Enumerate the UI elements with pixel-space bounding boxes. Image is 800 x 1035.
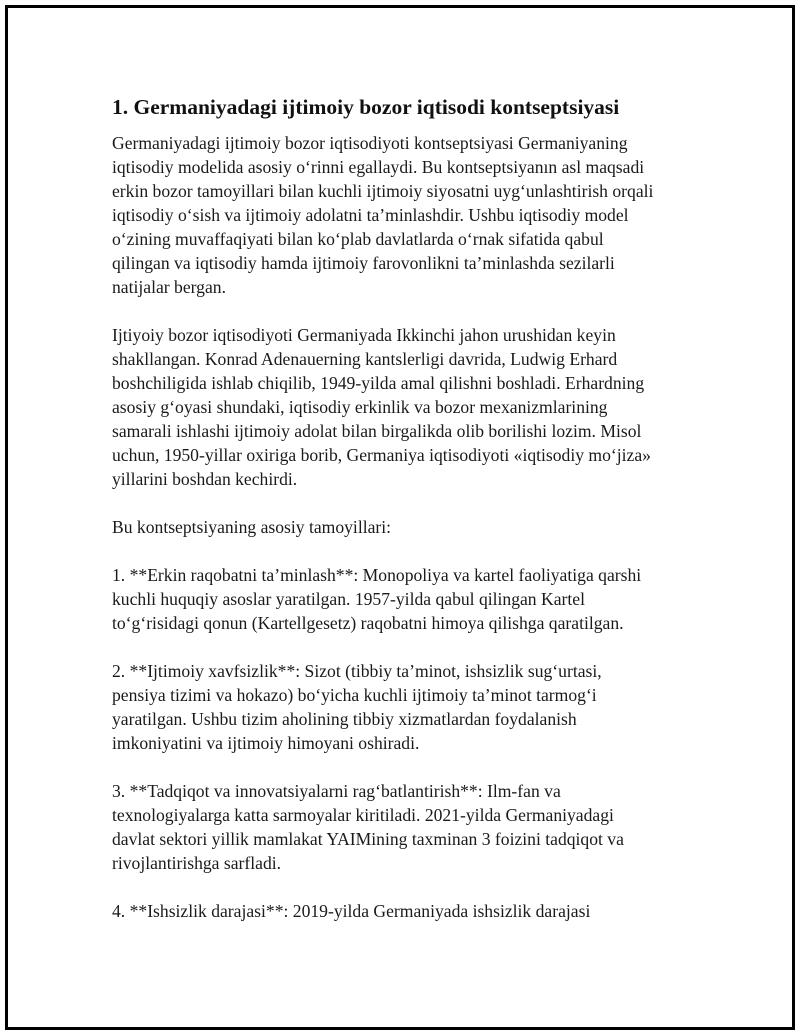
section-heading: 1. Germaniyadagi ijtimoiy bozor iqtisodi kontseptsiyasi [112, 95, 620, 119]
text-line: natijalar bergan. [112, 277, 226, 297]
text-line: erkin bozor tamoyillari bilan kuchli ijtimoiy siyosatni uyg‘unlashtirish orqali [112, 181, 654, 201]
list-item-4 [112, 899, 702, 923]
text-line: davlat sektori yillik mamlakat YAIMining taxminan 3 foizini tadqiqot va [112, 829, 624, 849]
text-line: qilingan va iqtisodiy hamda ijtimoiy farovonlikni ta’minlashda sezilarli [112, 253, 615, 273]
text-line: 4. **Ishsizlik darajasi**: 2019-yilda Germaniyada ishsizlik darajasi [112, 901, 591, 921]
text-line: pensiya tizimi va hokazo) bo‘yicha kuchli ijtimoiy ta’minot tarmog‘i [112, 685, 597, 705]
list-item-1 [112, 563, 702, 635]
text-line: yaratilgan. Ushbu tizim aholining tibbiy xizmatlardan foydalanish [112, 709, 577, 729]
text-line: o‘zining muvaffaqiyati bilan ko‘plab davlatlarda o‘rnak sifatida qabul [112, 229, 604, 249]
text-line: uchun, 1950-yillar oxiriga borib, Germaniya iqtisodiyoti «iqtisodiy mo‘jiza» [112, 445, 651, 465]
text-line: boshchiligida ishlab chiqilib, 1949-yilda amal qilishni boshladi. Erhardning [112, 373, 645, 393]
text-line: rivojlantirishga sarfladi. [112, 853, 282, 873]
list-item-2 [112, 659, 702, 755]
text-line: kuchli huquqiy asoslar yaratilgan. 1957-yilda qabul qilingan Kartel [112, 589, 585, 609]
text-line: Bu kontseptsiyaning asosiy tamoyillari: [112, 517, 392, 537]
text-line: iqtisodiy modelida asosiy o‘rinni egallaydi. Bu kontseptsiyanın asl maqsadi [112, 157, 645, 177]
document-body [112, 94, 702, 947]
list-item-3 [112, 779, 702, 875]
text-line: 2. **Ijtimoiy xavfsizlik**: Sizot (tibbiy ta’minot, ishsizlik sug‘urtasi, [112, 661, 602, 681]
text-line: Ijtiyoiy bozor iqtisodiyoti Germaniyada Ikkinchi jahon urushidan keyin [112, 325, 616, 345]
text-line: iqtisodiy o‘sish va ijtimoiy adolatni ta’minlashdir. Ushbu iqtisodiy model [112, 205, 629, 225]
text-line: yillarini boshdan kechirdi. [112, 469, 298, 489]
paragraph-intro [112, 131, 702, 299]
text-line: asosiy g‘oyasi shundaki, iqtisodiy erkinlik va bozor mexanizmlarining [112, 397, 608, 417]
text-line: 1. **Erkin raqobatni ta’minlash**: Monopoliya va kartel faoliyatiga qarshi [112, 565, 642, 585]
text-line: texnologiyalarga katta sarmoyalar kiritiladi. 2021-yilda Germaniyadagi [112, 805, 614, 825]
text-line: imkoniyatini va ijtimoiy himoyani oshiradi. [112, 733, 420, 753]
paragraph-principles-intro [112, 515, 702, 539]
text-line: samarali ishlashi ijtimoiy adolat bilan birgalikda olib borilishi lozim. Misol [112, 421, 642, 441]
paragraph-history [112, 323, 702, 491]
text-line: shakllangan. Konrad Adenauerning kantslerligi davrida, Ludwig Erhard [112, 349, 618, 369]
text-line: to‘g‘risidagi qonun (Kartellgesetz) raqobatni himoya qilishga qaratilgan. [112, 613, 624, 633]
text-line: Germaniyadagi ijtimoiy bozor iqtisodiyoti kontseptsiyasi Germaniyaning [112, 133, 628, 153]
text-line: 3. **Tadqiqot va innovatsiyalarni rag‘batlantirish**: Ilm-fan va [112, 781, 561, 801]
